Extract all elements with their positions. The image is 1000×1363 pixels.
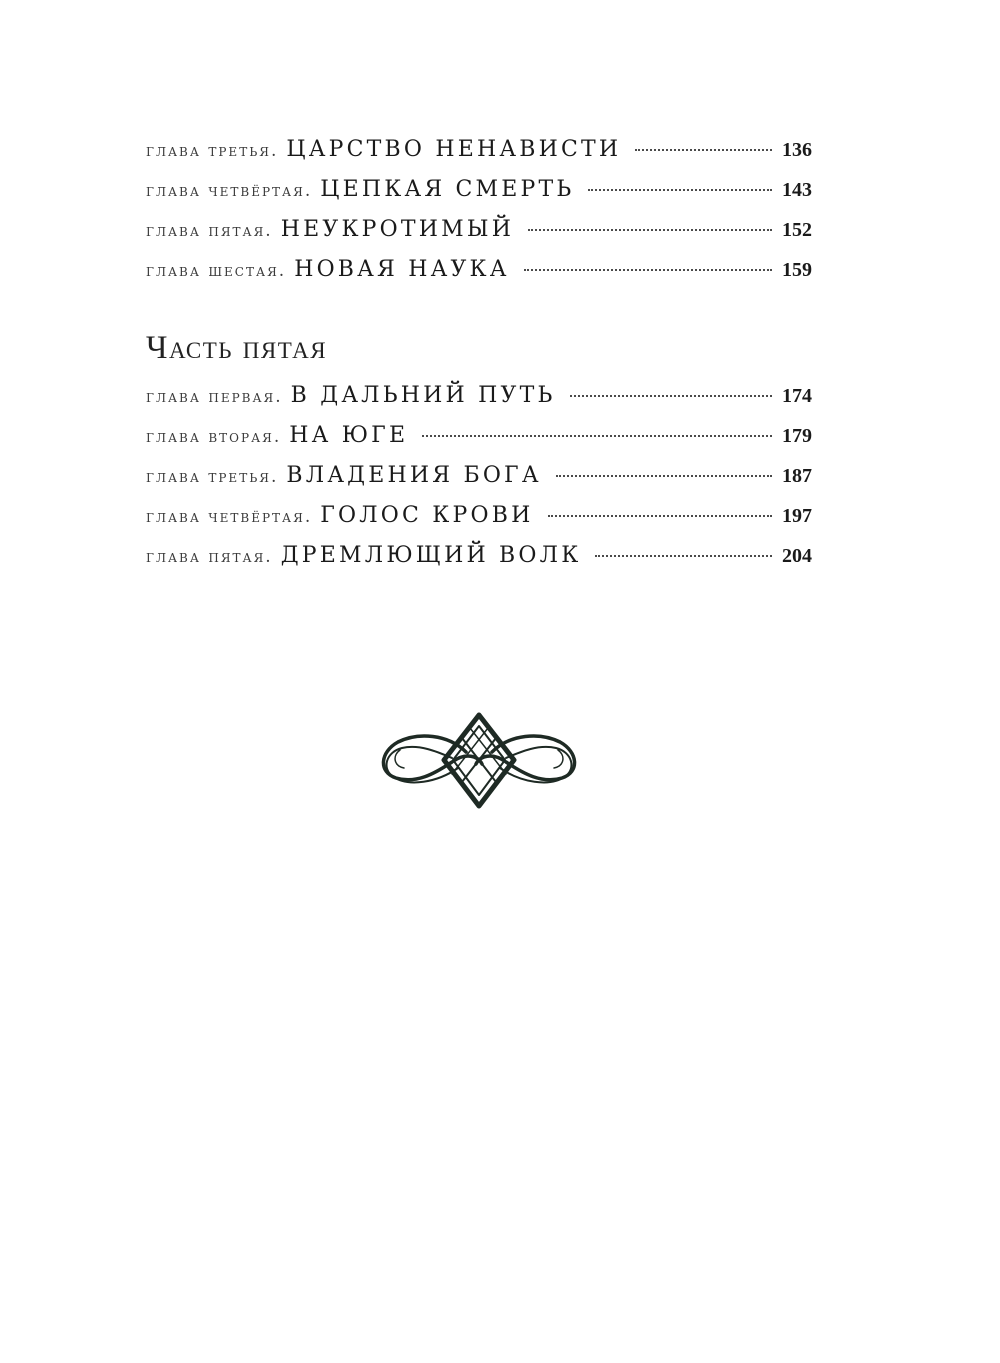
toc-entry[interactable]: [146, 257, 812, 287]
chapter-title: НА ЮГЕ: [289, 423, 409, 448]
page-number: 174: [782, 385, 812, 407]
chapter-title: В ДАЛЬНИЙ ПУТЬ: [290, 383, 556, 408]
page-number: 204: [782, 545, 812, 567]
toc-entry[interactable]: [146, 217, 812, 247]
part-title: Часть пятая: [146, 330, 328, 366]
chapter-title: ВЛАДЕНИЯ БОГА: [286, 463, 542, 488]
dot-leader: [556, 475, 772, 477]
dot-leader: [595, 555, 772, 557]
chapter-label: глава пятая.: [146, 547, 273, 567]
chapter-label: глава вторая.: [146, 427, 282, 447]
toc-entry[interactable]: [146, 137, 812, 167]
chapter-title: НОВАЯ НАУКА: [294, 257, 510, 282]
page-number: 197: [782, 505, 812, 527]
page-number: 159: [782, 259, 812, 281]
dot-leader: [548, 515, 773, 517]
toc-entry[interactable]: [146, 543, 812, 573]
dot-leader: [588, 189, 772, 191]
page-number: 136: [782, 139, 812, 161]
chapter-title: ЦАРСТВО НЕНАВИСТИ: [286, 137, 622, 162]
toc-entry[interactable]: [146, 177, 812, 207]
chapter-label: глава шестая.: [146, 261, 287, 281]
dot-leader: [524, 269, 772, 271]
chapter-label: глава третья.: [146, 141, 279, 161]
chapter-title: ДРЕМЛЮЩИЙ ВОЛК: [280, 543, 582, 568]
toc-entry[interactable]: [146, 503, 812, 533]
chapter-title: НЕУКРОТИМЫЙ: [280, 217, 515, 242]
page-number: 143: [782, 179, 812, 201]
toc-entry[interactable]: [146, 423, 812, 453]
chapter-label: глава пятая.: [146, 221, 273, 241]
chapter-title: ЦЕПКАЯ СМЕРТЬ: [320, 177, 575, 202]
chapter-label: глава третья.: [146, 467, 279, 487]
toc-entry[interactable]: [146, 463, 812, 493]
dot-leader: [422, 435, 772, 437]
dot-leader: [635, 149, 772, 151]
chapter-label: глава четвёртая.: [146, 507, 313, 527]
chapter-label: глава четвёртая.: [146, 181, 313, 201]
flourish-ornament-icon: [378, 712, 580, 810]
dot-leader: [528, 229, 772, 231]
page-number: 187: [782, 465, 812, 487]
chapter-title: ГОЛОС КРОВИ: [320, 503, 534, 528]
toc-entry[interactable]: [146, 383, 812, 413]
page-number: 179: [782, 425, 812, 447]
chapter-label: глава первая.: [146, 387, 283, 407]
dot-leader: [570, 395, 773, 397]
page-number: 152: [782, 219, 812, 241]
